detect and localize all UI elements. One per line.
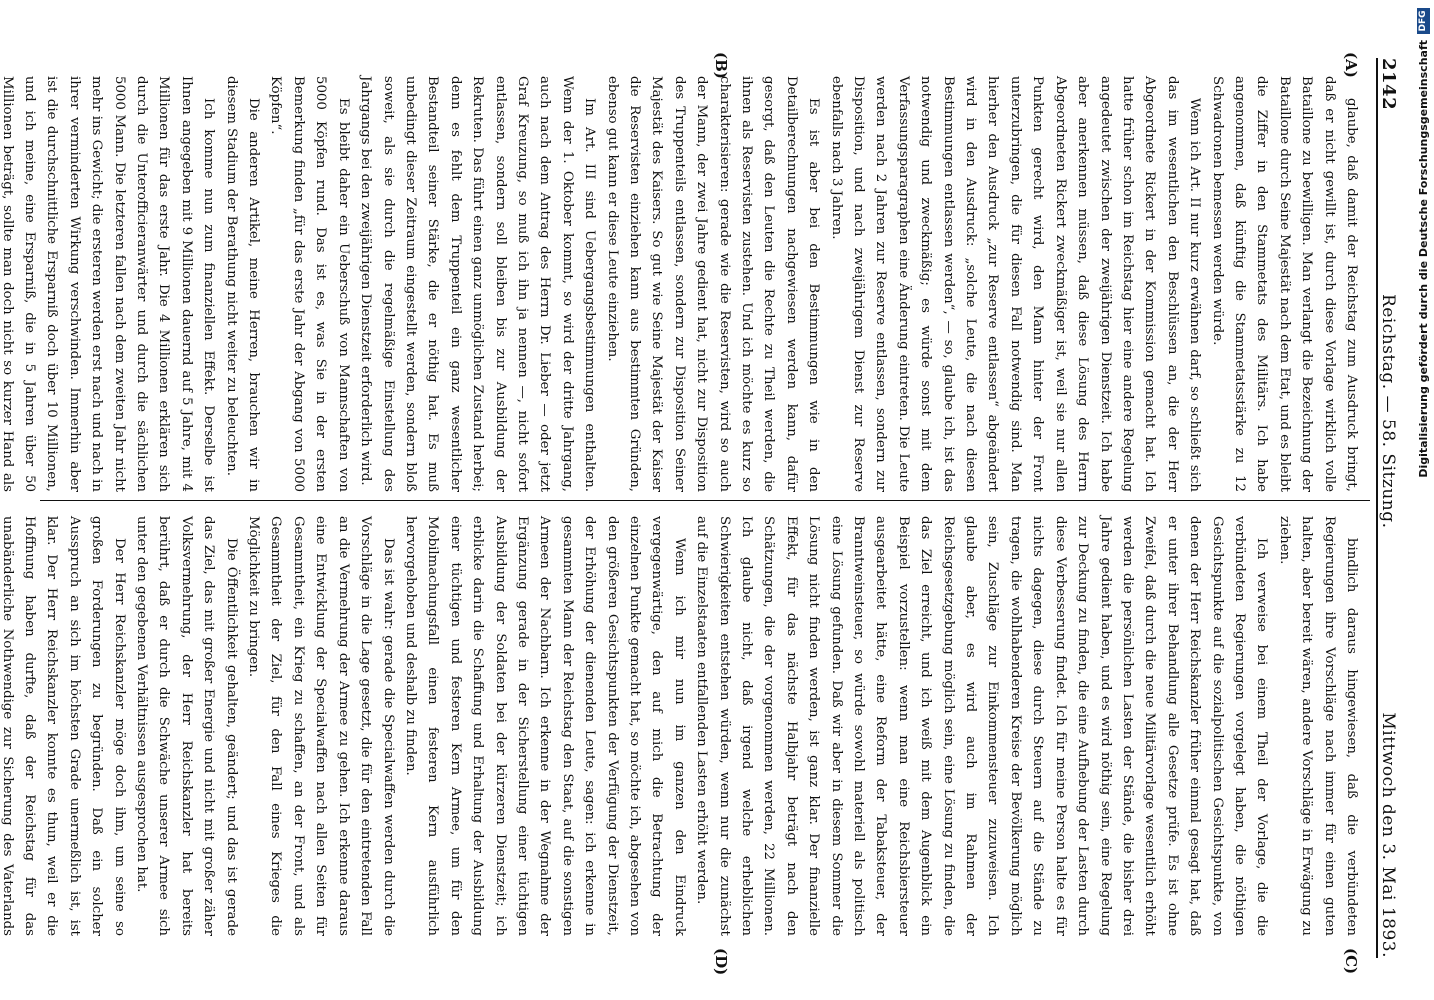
paragraph: Wenn ich mir nun im ganzen den Eindruck vergegenwärtige, den auf mich die Betrachtung der einzelnen Punkte gemacht hat, so möchte ich, abgesehen von den größeren Gesichtspunkten der Verfügung der Dienstzeit, der Erhöhung der dienenden Leute, sagen: ich erkenne in gesammten Mann der Reichstag den Staat, auf die sonstigen Armeen der Nachbarn. Ich erkenne in der Wegnahme der Ergänzung gerade in der Sicherstellung einer tüchtigen Ausbildung der Soldaten bei der kürzeren Dienstzeit; ich erblicke darin die Schaffung und Erhaltung der Ausbildung einer tüchtigen und festeren Kern Armee, um für den Mobilmachungsfall einen festeren Kern ausführlich hervorgehoben und deshalb zu finden.	[402, 516, 687, 936]
session-date: Mittwoch den 3. Mai 1893.	[1378, 712, 1398, 958]
footer-credit-text: Digitalisierung gefördert durch die Deutsche Forschungsgemeinschaft	[1416, 40, 1430, 478]
column-divider	[40, 500, 1370, 501]
paragraph: Das ist wahr: gerade die Specialwaffen werden durch die Vorschläge in die Lage gesetzt, die für den eintretenden Fall an die Vermehrung der Armee zu gehen. Ich erkenne daraus eine Entwicklung der Specialwaffen nach allen Seiten für Gesammtheit, ein Krieg zu schaffen, an der Front, und als Gesammtheit der Ziel, für den Fall eines Krieges die Möglichkeit zu bringen.	[246, 516, 396, 936]
margin-marker-d: (D)	[712, 948, 730, 976]
paragraph: Der Herr Reichskanzler möge doch ihm, um seine so großen Forderungen zu begründen. Daß ein solcher Ausspruch an sich im höchsten Grade unermeßlich ist, ist klar. Der Herr Reichskanzler konnte es thun, weil er die Hoffnung haben durfte, daß der Reichstag für das unabänderliche Nothwendige zur Sicherung des Vaterlands	[0, 516, 127, 936]
left-column	[0, 76, 1362, 492]
margin-marker-a: (A)	[1342, 52, 1360, 78]
dfg-logo-icon: DFG	[1417, 8, 1430, 34]
margin-marker-b: (B)	[712, 52, 730, 79]
right-column	[0, 516, 1362, 936]
paragraph: Ich verweise bei einem Theil der Vorlage, die die verbündeten Regierungen vorgelegt haben, die nöthigen Gesichtspunkte auf die sozialpolitischen Gesichtspunkte, von denen der Herr Reichskanzler früher einmal gesagt hat, daß er unter ihrer Behandlung alle Gesetze prüfe. Es ist ohne Zweifel, daß durch die neue Militärvorlage wesentlich erhöht werden die persönlichen Lasten der Stände, die bisher drei Jahre gedient haben, und es wird nöthig sein, eine Regelung zur Deckung zu finden, die eine Aufhebung der Lasten durch diese Verbesserung findet. Ich für meine Person halte es für nichts dagegen, diese durch Steuern auf die Stände zu tragen, die wohlhabenderen Kreise der Bevölkerung möglich sein, Zuschläge zur Einkommensteuer zuzuweisen. Ich glaube aber, es wird auch im Rahmen der Reichsgesetzgebung möglich sein, eine Lösung zu finden, die das Ziel erreicht, und ich weiß mit dem Augenblick ein Beispiel vorzustellen: wenn man eine Reichsbiersteuer ausgearbeitet hätte, eine Reform der Tabaksteuer, der Branntweinsteuer, so würde sowohl materiell als politisch eine Lösung gefunden. Daß wir aber in diesem Sommer die Lösung nicht finden werden, ist ganz klar. Der finanzielle Effekt, für das nächste Halbjahr beträgt nach den Schätzungen, die der vorgenommen werden, 22 Millionen. Ich glaube nicht, daß irgend welche erheblichen Schwierigkeiten entstehen würden, wenn nur die zunächst auf die Einzelstaaten entfallenden Lasten erhöht werden.	[694, 516, 1270, 936]
footer-credit	[1412, 0, 1434, 1000]
paragraph: Im Art. III sind Uebergangsbestimmungen enthalten. Wenn der 1. Oktober kommt, so wird der dritte Jahrgang, auch nach dem Antrag des Herrn Dr. Lieber — oder jetzt Graf Kreuzung, so muß ich ihn ja nennen —, nicht sofort entlassen, sondern soll bleiben bis zur Ausbildung der Rekruten. Das führt einen ganz unmöglichen Zustand herbei; denn es fehlt dem Truppenteil ein ganz wesentlicher Bestandteil seiner Stärke, die er nöthig hat. Es muß unbedingt dieser Zeitraum eingestellt werden, sondern bloß soweit, als sie durch die regelmäßige Einstellung des Jahrgangs bei den zweijährigen Dienstzeit erforderlich wird.	[358, 76, 598, 492]
digitization-footer	[1410, 0, 1432, 1000]
page-number: 2142	[1378, 58, 1399, 111]
margin-marker-c: (C)	[1342, 948, 1360, 975]
paragraph: bindlich daraus hingewiesen, daß die verbündeten Regierungen ihre Vorschläge nach immer für einen guten halten, aber bereit wären, andere Vorschläge in Erwägung zu ziehen.	[1276, 516, 1359, 936]
running-head: Reichstag. — 58. Sitzung.	[1378, 293, 1398, 529]
paragraph: Ich komme nun zum finanziellen Effekt. Derselbe ist Ihnen angegeben mit 9 Millionen dauernd auf 5 Jahre, mit 4 Millionen für das erste Jahr. Die 4 Millionen erklären sich durch die Unterofficieranwärter und durch die sächlichen 5000 Mann. Die letzteren fallen nach dem zweiten Jahr nicht mehr ins Gewicht; die ersteren werden erst nach und nach in ihrer verminderten Wirkung verschwinden. Immerhin aber ist die durchschnittliche Ersparniß doch über 10 Millionen, und ich meine, eine Ersparniß, die in 5 Jahren über 50 Millionen beträgt, sollte man doch nicht so kurzer Hand als	[0, 76, 217, 492]
page-header	[1376, 58, 1414, 958]
paragraph: glaube, daß damit der Reichstag zum Ausdruck bringt, daß er nicht gewillt ist, durch diese Vorlage wirklich volle Bataillone zu bewilligen. Man verlangt die Bezeichnung der Bataillone durch Seine Majestät nach dem Etat, und es bleibt die Ziffer in den Stammetats des Militärs. Ich habe angenommen, daß künftig die Stammetatsstärke zu 12 Schwadronen bemessen werden würde.	[1209, 76, 1359, 492]
paragraph: Wenn ich Art. II nur kurz erwähnen darf, so schließt sich das im wesentlichen den Beschlüssen an, die der Herr Abgeordnete Rickert in der Kommission gemacht hat. Ich hatte früher schon im Reichstag hier eine andere Regelung angedeutet zwischen der zweijährigen Dienstzeit. Ich habe aber anerkennen müssen, daß diese Lösung des Herrn Abgeordneten Rickert zweckmäßiger ist, weil sie nur allen Punkten gerecht wird, den Mann hinter der Front unterzubringen, die für diesen Fall notwendig sind. Man hierher den Ausdruck „zur Reserve entlassen“ abgeändert wird in den Ausdruck: „solche Leute, die nach diesen Bestimmungen entlassen werden“, — so, glaube ich, ist das notwendig und zweckmäßig; es würde sonst mit dem Verfassungsparagraphen eine Änderung eintreten. Die Leute werden nach 2 Jahren zur Reserve entlassen, sondern zur Disposition, und nach zweijährigem Dienst zur Reserve ebenfalls nach 3 Jahren.	[828, 76, 1203, 492]
paragraph: Es ist aber bei den Bestimmungen wie in den Detailberechnungen nachgewiesen werden kann, dafür gesorgt, daß den Leuten die Rechte zu Theil werden, die ihnen als Reservisten zustehen. Und ich möchte es kurz so charakterisieren: gerade wie die Reservisten, wird so auch der Mann, der zwei Jahre gedient hat, nicht zur Disposition des Truppenteils entlassen, sondern zur Disposition Seiner Majestät des Kaisers. So gut wie Seine Majestät der Kaiser die Reservisten einziehen kann aus bestimmten Gründen, ebenso gut kann er diese Leute einziehen.	[604, 76, 822, 492]
paragraph: Die anderen Artikel, meine Herren, brauchen wir in diesem Stadium der Berathung nicht weiter zu beleuchten.	[223, 76, 262, 492]
paragraph: Die Öffentlichkeit gehalten, geändert; und das ist gerade das Ziel, das mit großer Energie und nicht mit großer zäher Volksvermehrung, der Herr Reichskanzler hat bereits berührt, daß er durch die Schwäche unserer Armee sich unter den gegebenen Verhältnissen ausgesprochen hat.	[134, 516, 239, 936]
paragraph: Es bleibt daher ein Ueberschuß von Mannschaften von 5000 Köpfen rund. Das ist es, was Sie in der ersten Bemerkung finden „für das erste Jahr der Abgang von 5000 Köpfen“.	[268, 76, 351, 492]
